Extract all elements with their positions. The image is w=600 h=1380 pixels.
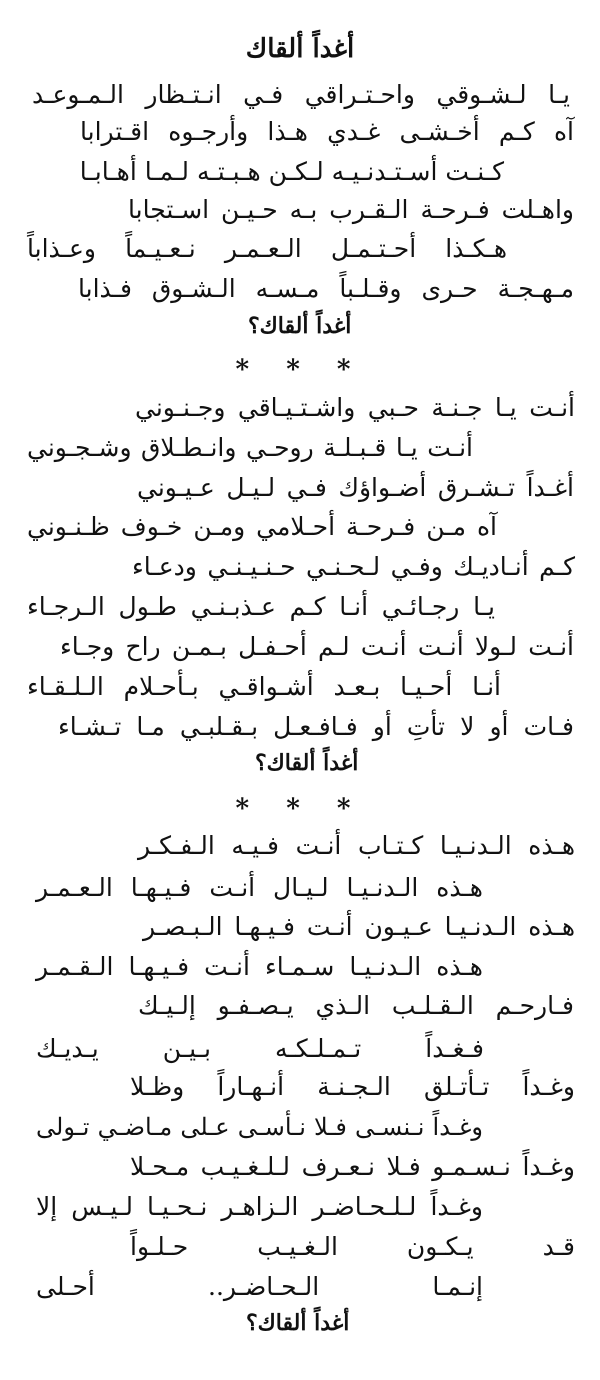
poem-line: وغـداً تـأتـلق الـجـنـة أنـهـاراً وظـلا <box>130 1072 575 1101</box>
poem-line: كـنـت أسـتـدنـيـه لـكـن هـبـتـه لـمـا أهـابـا <box>79 157 504 186</box>
poem-line: فـارحـم الـقـلـب الـذي يـصـفـو إلـيـك <box>138 991 574 1020</box>
poem-line: مـهـجـة حـرى وقـلـباً مـسـه الـشـوق فـذابا <box>78 274 574 303</box>
refrain-line: أغداً ألقاك؟ <box>255 750 359 776</box>
poem-line: يـا لـشـوقي واحـتـراقي فـي انـتـظار الـمـوعـد <box>32 80 570 109</box>
poem-line: أنـت يـا جـنـة حـبي واشـتـيـاقي وجـنـوني <box>135 393 575 422</box>
poem-line: أغـداً تـشـرق أضـواؤك فـي لـيـل عـيـوني <box>137 473 574 502</box>
poem-line: وغـداً نـنسـى فـلا نـأسـى عـلى مـاضـي تـولى <box>36 1113 483 1141</box>
refrain-line: أغداً ألقاك؟ <box>248 313 352 339</box>
section-separator: * * * <box>235 355 365 385</box>
section-separator: * * * <box>235 794 365 824</box>
poem-line: أنـا أحـيـا بـعـد أشـواقـي بـأحـلام الـلـقـاء <box>27 672 501 701</box>
poem-line: فـات أو لا تأتِ أو فـافـعـل بـقـلبـي مـا تـشـاء <box>58 712 574 741</box>
poem-line: وغـداً لـلـحـاضـر الـزاهـر نـحـيـا لـيـس إلا <box>36 1192 483 1221</box>
poem-line: آه كـم أخـشـى غـدي هـذا وأرجـوه اقـترابا <box>80 117 574 146</box>
poem-line: أنـت لـولا أنـت أنـت لـم أحـفـل بـمـن راح وجـاء <box>60 632 574 661</box>
poem-line: هـذه الـدنـيـا عـيـون أنـت فـيـهـا الـبـصـر <box>143 912 575 941</box>
poem-line: إنـمـا الـحـاضـر.. أحـلى <box>36 1272 483 1301</box>
poem-line: هـكـذا أحـتـمـل الـعـمـر نـعـيـماً وعـذاباً <box>27 234 507 263</box>
poem-line: وغـداً نـسـمـو فـلا نـعـرف لـلـغـيـب مـحـلا <box>130 1152 575 1181</box>
poem-line: هـذه الـدنـيـا لـيـال أنـت فـيـهـا الـعـمـر <box>36 873 483 902</box>
poem-line: كـم أنـاديـك وفـي لـحـنـي حـنـيـنـي ودعـاء <box>132 552 575 581</box>
poem-line: فـغـداً تـمـلـكـه بـيـن يـديـك <box>36 1034 484 1063</box>
poem-line: واهـلت فـرحـة الـقـرب بـه حـيـن اسـتجابا <box>128 195 574 224</box>
poem-line: يـا رجـائـي أنـا كـم عـذبـنـي طـول الـرجـاء <box>27 592 495 621</box>
poem-line: أنـت يـا قـبـلـة روحـي وانـطـلاق وشـجـوني <box>27 433 473 462</box>
poem-line: آه مـن فـرحـة أحـلامي ومـن خـوف ظـنـوني <box>27 512 497 541</box>
poem-title: أغداً ألقاك <box>245 34 355 64</box>
poem-line: هـذه الـدنـيـا كـتـاب أنـت فـيـه الـفـكـر <box>138 831 575 860</box>
poem-line: هـذه الـدنـيـا سـمـاء أنـت فـيـهـا الـقـمـر <box>36 952 483 981</box>
refrain-line: أغداً ألقاك؟ <box>246 1310 350 1336</box>
poem-line: قـد يـكـون الـغـيـب حـلـواً <box>130 1232 575 1261</box>
